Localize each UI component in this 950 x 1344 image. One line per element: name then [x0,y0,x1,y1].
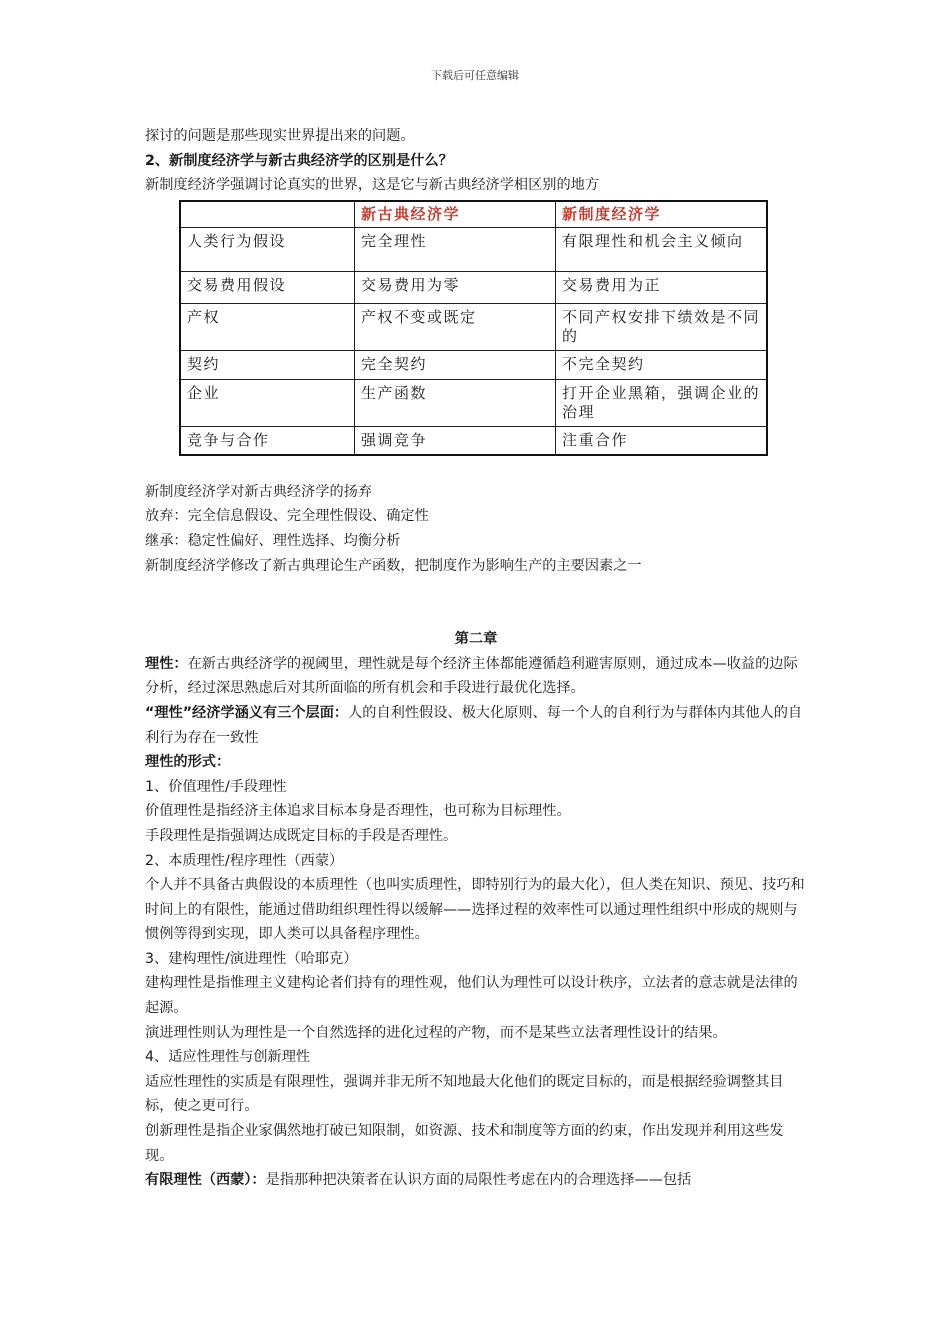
section-heading: 理性的形式： [145,754,231,771]
paragraph: 价值理性是指经济主体追求目标本身是否理性，也可称为目标理性。 [145,803,571,820]
paragraph: 继承：稳定性偏好、理性选择、均衡分析 [145,532,401,549]
comparison-table [179,200,768,456]
subsection-title: 1、价值理性/手段理性 [145,778,287,795]
table-cell: 交易费用为正 [556,271,768,303]
subsection-title: 4、适应性理性与创新理性 [145,1049,311,1066]
table-cell: 注重合作 [556,426,768,455]
question-heading: 2、新制度经济学与新古典经济学的区别是什么？ [145,152,453,169]
paragraph: 创新理性是指企业家偶然地打破已知限制，如资源、技术和制度等方面的约束，作出发现并利用这些发现。 [145,1123,784,1164]
term: 理性： [145,655,188,672]
table-cell: 完全契约 [355,350,556,379]
table-cell: 不同产权安排下绩效是不同的 [556,303,768,350]
subsection-title: 3、建构理性/演进理性（哈耶克） [145,950,358,967]
definition-paragraph [145,652,807,701]
paragraph: 探讨的问题是那些现实世界提出来的问题。 [145,128,415,144]
paragraph: 新制度经济学强调讨论真实的世界，这是它与新古典经济学相区别的地方 [145,177,600,194]
term: “理性”经济学涵义有三个层面： [145,704,349,721]
definition-paragraph [145,1168,807,1193]
paragraph: 适应性理性的实质是有限理性，强调并非无所不知地最大化他们的既定目标的，而是根据经验调整其目标，使之更可行。 [145,1073,784,1115]
table-cell: 交易费用为零 [355,271,556,303]
table-cell: 产权不变或既定 [355,303,556,350]
spacer [145,578,807,627]
definition-text: 人的自利性假设、极大化原则、每一个人的自利行为与群体内其他人的自利行为存在一致性 [145,704,803,746]
paragraph: 演进理性则认为理性是一个自然选择的进化过程的产物，而不是某些立法者理性设计的结果。 [145,1024,727,1041]
table-row [180,379,767,426]
document-body [145,124,807,1193]
table-cell: 产权 [180,303,355,350]
paragraph: 个人并不具备古典假设的本质理性（也叫实质理性，即特别行为的最大化），但人类在知识、预见、技巧和时间上的有限性，能通过借助组织理性得以缓解——选择过程的效率性可以通过理性组织中形成的规则与惯例等得到实现，即人类可以具备程序理性。 [145,877,805,943]
paragraph: 新制度经济学修改了新古典理论生产函数，把制度作为影响生产的主要因素之一 [145,557,642,574]
table-row [180,303,767,350]
definition-text: 是指那种把决策者在认识方面的局限性考虑在内的合理选择——包括 [265,1172,692,1189]
table-row [180,350,767,379]
table-cell: 强调竞争 [355,426,556,455]
table-header-cell: 新古典经济学 [355,201,556,228]
table-row [180,271,767,303]
table-cell: 竞争与合作 [180,426,355,455]
page-header: 下载后可任意编辑 [431,69,519,82]
table-cell: 生产函数 [355,379,556,426]
definition-paragraph [145,701,807,750]
chapter-title: 第二章 [454,631,498,648]
table-header-row [180,201,767,228]
table-cell: 交易费用假设 [180,271,355,303]
term: 有限理性（西蒙）： [145,1172,266,1189]
table-header-cell [180,201,355,228]
table-header-cell: 新制度经济学 [556,201,768,228]
table-cell: 人类行为假设 [180,227,355,271]
definition-text: 在新古典经济学的视阈里，理性就是每个经济主体都能遵循趋利避害原则，通过成本—收益的边际分析，经过深思熟虑后对其所面临的所有机会和手段进行最优化选择。 [145,655,798,697]
paragraph: 手段理性是指强调达成既定目标的手段是否理性。 [145,827,458,844]
table-cell: 不完全契约 [556,350,768,379]
subsection-title: 2、本质理性/程序理性（西蒙） [145,852,344,869]
paragraph: 建构理性是指惟理主义建构论者们持有的理性观，他们认为理性可以设计秩序，立法者的意志就是法律的起源。 [145,975,798,1017]
paragraph: 放弃：完全信息假设、完全理性假设、确定性 [145,508,429,525]
table-row [180,426,767,455]
table-cell: 企业 [180,379,355,426]
table-row [180,227,767,271]
table-cell: 有限理性和机会主义倾向 [556,227,768,271]
table-cell: 契约 [180,350,355,379]
table-cell: 打开企业黑箱，强调企业的治理 [556,379,768,426]
table-cell: 完全理性 [355,227,556,271]
paragraph: 新制度经济学对新古典经济学的扬弃 [145,483,373,500]
